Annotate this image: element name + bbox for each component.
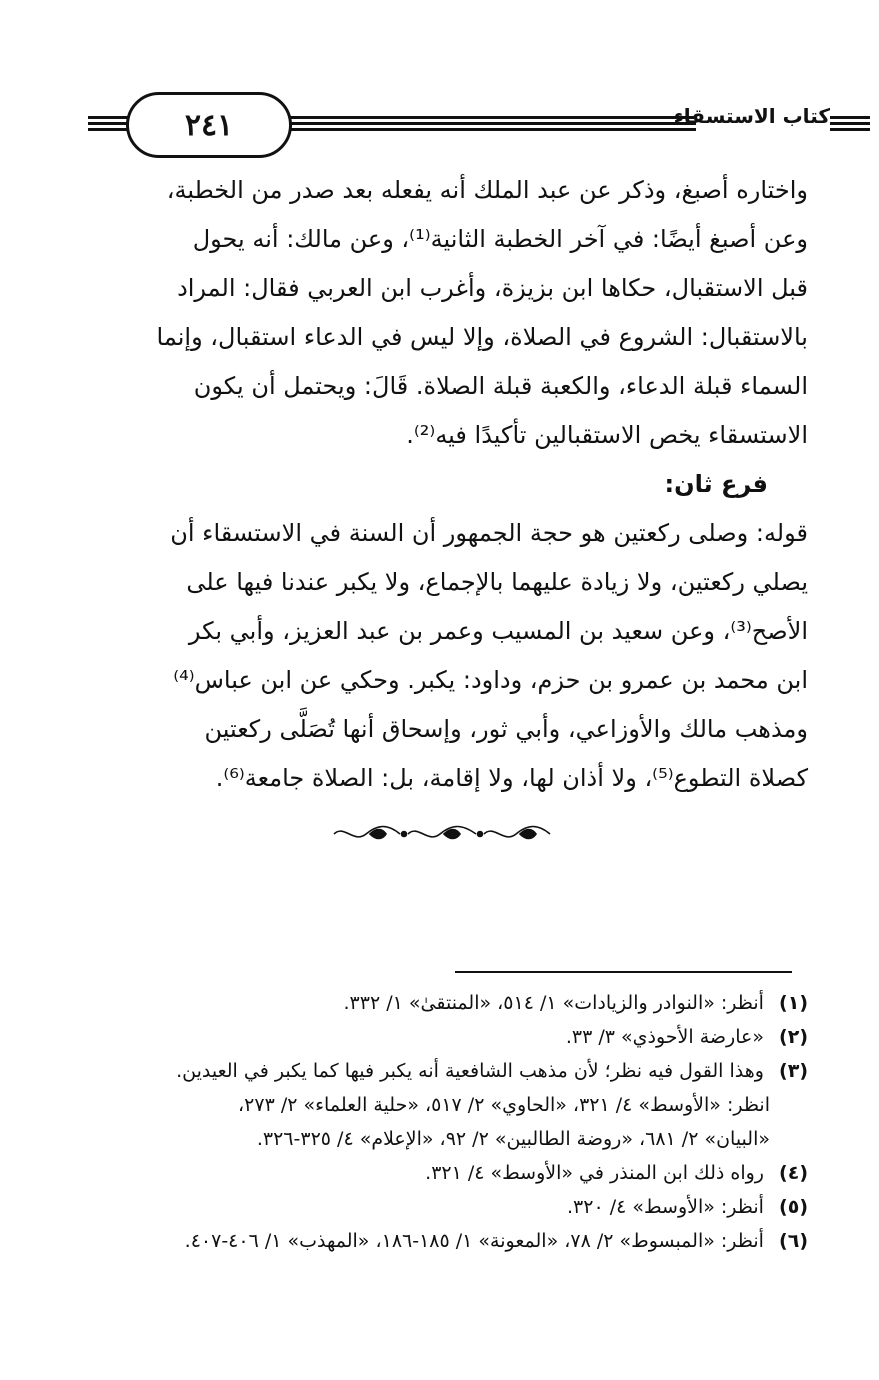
footnote-text: رواه ذلك ابن المنذر في «الأوسط» ٤/ ٣٢١. xyxy=(425,1162,764,1184)
footnote-3-continuation: «البيان» ٢/ ٦٨١، «روضة الطالبين» ٢/ ٩٢، «الإعلام» ٤/ ٣٢٥-٣٢٦. xyxy=(256,1128,770,1150)
text-line: ومذهب مالك والأوزاعي، وأبي ثور، وإسحاق أنها تُصَلَّى ركعتين xyxy=(204,715,808,743)
text-line: الأصح⁽³⁾، وعن سعيد بن المسيب وعمر بن عبد العزيز، وأبي بكر xyxy=(188,617,808,645)
footnote-number: (٤) xyxy=(779,1162,808,1184)
section-end-ornament xyxy=(330,822,554,846)
footnote-number: (٢) xyxy=(779,1026,808,1048)
footnote-text: وهذا القول فيه نظر؛ لأن مذهب الشافعية أنه يكبر فيها كما يكبر في العيدين. xyxy=(176,1060,764,1082)
text-line: بالاستقبال: الشروع في الصلاة، وإلا ليس في الدعاء استقبال، وإنما xyxy=(156,323,808,351)
text-line: واختاره أصبغ، وذكر عن عبد الملك أنه يفعله بعد صدر من الخطبة، xyxy=(166,176,808,204)
footnote-3-continuation: انظر: «الأوسط» ٤/ ٣٢١، «الحاوي» ٢/ ٥١٧، «حلية العلماء» ٢/ ٢٧٣، xyxy=(238,1094,770,1116)
footnote-2 xyxy=(78,1020,808,1054)
text-line: الاستسقاء يخص الاستقبالين تأكيدًا فيه⁽²⁾. xyxy=(406,421,808,449)
footnote-number: (٣) xyxy=(779,1060,808,1082)
page-number: ٢٤١ xyxy=(126,92,292,158)
footnote-separator xyxy=(455,971,792,973)
footnotes xyxy=(78,986,808,1258)
footnote-3 xyxy=(78,1054,808,1088)
footnote-number: (٥) xyxy=(779,1196,808,1218)
footnote-text: أنظر: «المبسوط» ٢/ ٧٨، «المعونة» ١/ ١٨٥-١٨٦، «المهذب» ١/ ٤٠٦-٤٠٧. xyxy=(184,1230,764,1252)
footnote-text: أنظر: «الأوسط» ٤/ ٣٢٠. xyxy=(566,1196,764,1218)
text-line: يصلي ركعتين، ولا زيادة عليهما بالإجماع، ولا يكبر عندنا فيها على xyxy=(186,568,808,596)
footnote-text: أنظر: «النوادر والزيادات» ١/ ٥١٤، «المنتقىٰ» ١/ ٣٣٢. xyxy=(343,992,764,1014)
footnote-6 xyxy=(78,1224,808,1258)
text-line: كصلاة التطوع⁽⁵⁾، ولا أذان لها، ولا إقامة، بل: الصلاة جامعة⁽⁶⁾. xyxy=(215,764,808,792)
page-header xyxy=(88,92,830,160)
text-line: قوله: وصلى ركعتين هو حجة الجمهور أن السنة في الاستسقاء أن xyxy=(170,519,808,547)
main-text xyxy=(78,166,808,803)
footnote-5 xyxy=(78,1190,808,1224)
footnote-1 xyxy=(78,986,808,1020)
text-line: قبل الاستقبال، حكاها ابن بزيزة، وأغرب ابن العربي فقال: المراد xyxy=(177,274,808,302)
text-line: وعن أصبغ أيضًا: في آخر الخطبة الثانية⁽¹⁾، وعن مالك: أنه يحول xyxy=(192,225,808,253)
running-title: كتاب الاستسقاء xyxy=(698,104,830,144)
text-line: السماء قبلة الدعاء، والكعبة قبلة الصلاة. قَالَ: ويحتمل أن يكون xyxy=(193,372,808,400)
footnote-number: (٦) xyxy=(779,1230,808,1252)
footnote-4 xyxy=(78,1156,808,1190)
footnote-number: (١) xyxy=(779,992,808,1014)
footnote-text: «عارضة الأحوذي» ٣/ ٣٣. xyxy=(565,1026,764,1048)
text-line: ابن محمد بن عمرو بن حزم، وداود: يكبر. وحكي عن ابن عباس⁽⁴⁾ xyxy=(173,666,808,694)
section-subheading: فرع ثان: xyxy=(664,470,768,498)
